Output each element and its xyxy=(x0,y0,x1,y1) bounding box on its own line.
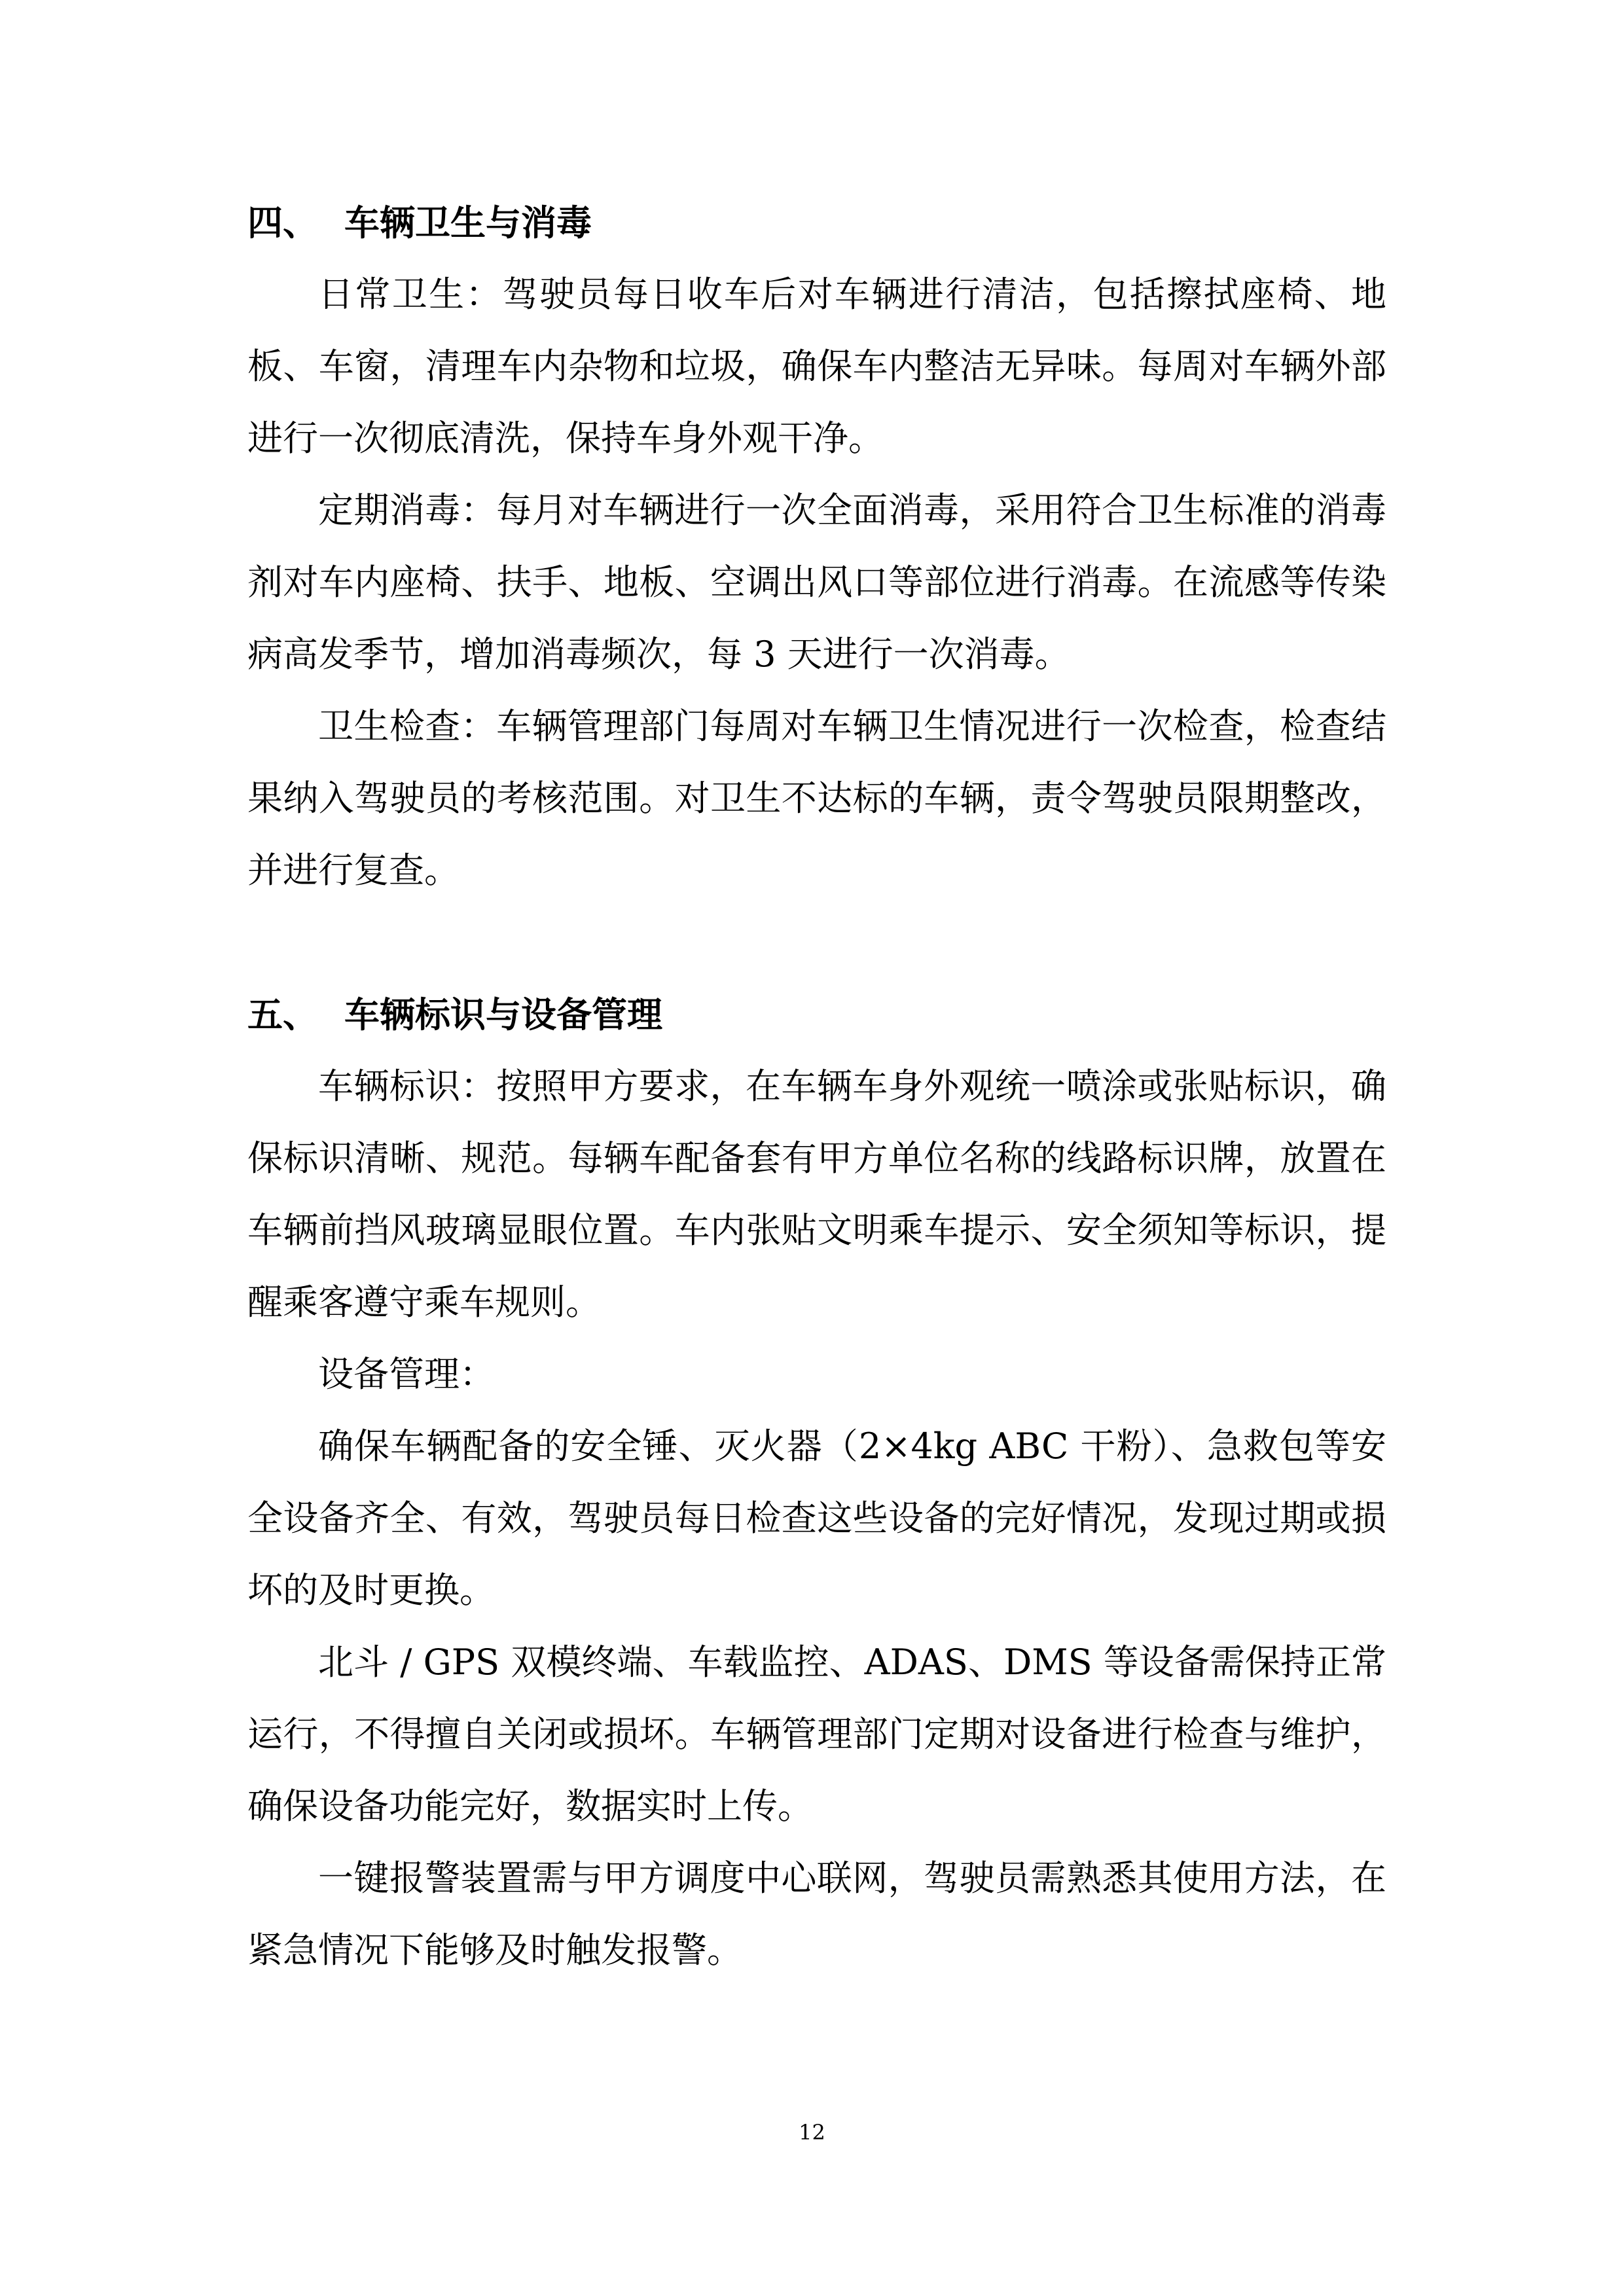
page-number: 12 xyxy=(799,2120,825,2145)
paragraph-onboard-terminals: 北斗 / GPS 双模终端、车载监控、ADAS、DMS 等设备需保持正常运行，不得擅自关闭或损坏。车辆管理部门定期对设备进行检查与维护，确保设备功能完好，数据实时上传。 xyxy=(247,1641,1386,1827)
section-heading-5 xyxy=(247,978,1386,1050)
paragraph-periodic-disinfection: 定期消毒：每月对车辆进行一次全面消毒，采用符合卫生标准的消毒剂对车内座椅、扶手、地板、空调出风口等部位进行消毒。在流感等传染病高发季节，增加消毒频次，每 3 天进行一次消毒。 xyxy=(247,490,1386,675)
page-body xyxy=(247,187,1386,1986)
paragraph-alarm-device: 一键报警装置需与甲方调度中心联网，驾驶员需熟悉其使用方法，在紧急情况下能够及时触发报警。 xyxy=(247,1857,1386,1971)
section-number: 五、 xyxy=(247,994,318,1035)
section-title: 车辆标识与设备管理 xyxy=(344,994,662,1035)
section-gap xyxy=(247,906,1386,978)
section-heading-4 xyxy=(247,187,1386,259)
paragraph-safety-equipment: 确保车辆配备的安全锤、灭火器（2×4kg ABC 干粉）、急救包等安全设备齐全、有效，驾驶员每日检查这些设备的完好情况，发现过期或损坏的及时更换。 xyxy=(247,1426,1386,1611)
paragraph-equipment-management-label: 设备管理： xyxy=(318,1354,495,1395)
section-title: 车辆卫生与消毒 xyxy=(344,202,592,243)
paragraph-vehicle-marking: 车辆标识：按照甲方要求，在车辆车身外观统一喷涂或张贴标识，确保标识清晰、规范。每辆车配备套有甲方单位名称的线路标识牌，放置在车辆前挡风玻璃显眼位置。车内张贴文明乘车提示、安全须知等标识，提醒乘客遵守乘车规则。 xyxy=(247,1066,1386,1323)
paragraph-hygiene-inspection: 卫生检查：车辆管理部门每周对车辆卫生情况进行一次检查，检查结果纳入驾驶员的考核范围。对卫生不达标的车辆，责令驾驶员限期整改，并进行复查。 xyxy=(247,706,1386,891)
section-number: 四、 xyxy=(247,202,318,243)
paragraph-daily-hygiene: 日常卫生：驾驶员每日收车后对车辆进行清洁，包括擦拭座椅、地板、车窗，清理车内杂物和垃圾，确保车内整洁无异味。每周对车辆外部进行一次彻底清洗，保持车身外观干净。 xyxy=(247,274,1386,459)
